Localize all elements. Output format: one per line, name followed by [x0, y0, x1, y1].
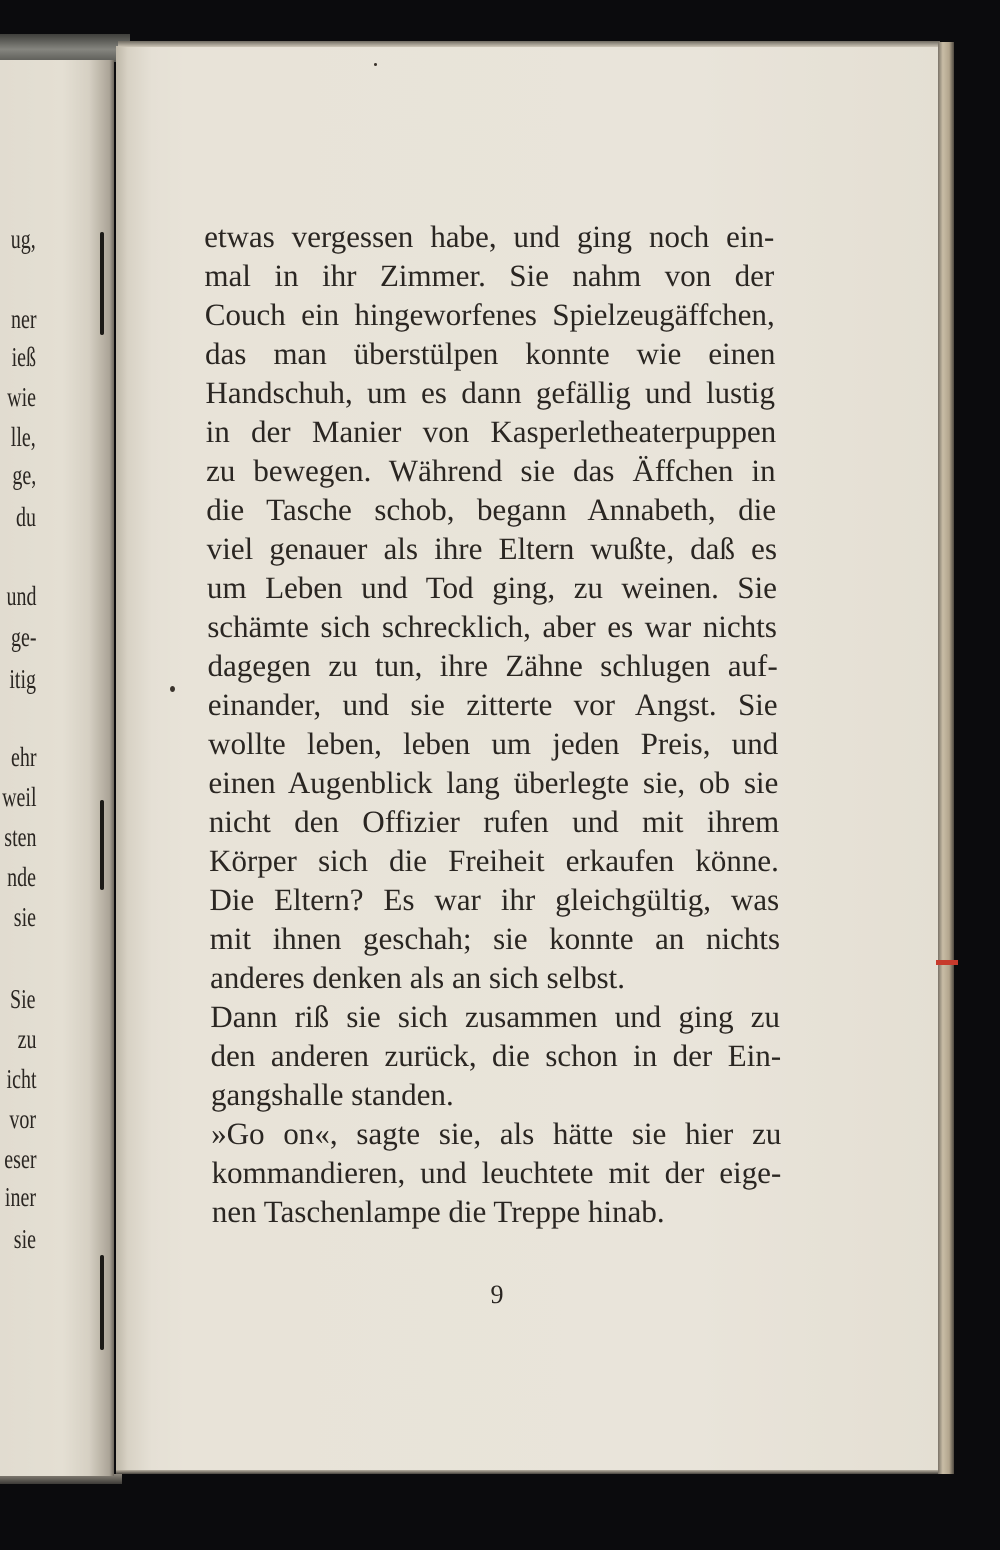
- text-line-content: einen Augenblick lang überlegte sie, ob sie: [208, 765, 779, 800]
- text-line: [206, 451, 776, 490]
- text-line: [207, 607, 777, 646]
- text-line: [212, 1192, 782, 1231]
- text-line-content: dagegen zu tun, ihre Zähne schlugen auf-: [207, 648, 778, 683]
- text-line-content: um Leben und Tod ging, zu weinen. Sie: [206, 570, 778, 605]
- paragraph: [210, 997, 781, 1114]
- text-line-content: zu bewegen. Während sie das Äffchen in: [205, 453, 776, 488]
- text-line: [205, 334, 775, 373]
- text-line: [210, 1036, 780, 1075]
- page-number: 9: [490, 1280, 504, 1309]
- text-line-content: mit ihnen geschah; sie konnte an nichts: [209, 921, 781, 956]
- page-bottom-edge: [116, 1470, 940, 1474]
- paper-speck: [374, 63, 377, 66]
- left-page-text-fragment: itig: [9, 664, 36, 694]
- text-line-content: gangshalle standen.: [210, 1077, 454, 1112]
- left-page-text-fragment: lle,: [11, 422, 36, 452]
- left-page-text-fragment: ehr: [10, 742, 36, 772]
- left-page-text-fragment: ner: [10, 304, 36, 334]
- text-line-content: Die Eltern? Es war ihr gleichgültig, was: [209, 882, 780, 917]
- text-line-content: Körper sich die Freiheit erkaufen könne.: [208, 843, 779, 878]
- text-line-content: viel genauer als ihre Eltern wußte, daß es: [206, 531, 778, 566]
- page-top-edge: [118, 41, 940, 47]
- left-page-text-fragment: weil: [1, 782, 36, 812]
- paragraph: [211, 1114, 782, 1231]
- text-line-content: den anderen zurück, die schon in der Ein-: [210, 1038, 782, 1073]
- text-line-content: die Tasche schob, begann Annabeth, die: [206, 492, 777, 527]
- text-line: [207, 568, 777, 607]
- text-line: [206, 490, 776, 529]
- text-line: [206, 412, 776, 451]
- red-edge-marker: [936, 960, 958, 965]
- left-page-text-fragment: und: [6, 581, 36, 611]
- binding-thread: [100, 232, 104, 335]
- text-line-content: mal in ihr Zimmer. Sie nahm von der: [204, 258, 775, 293]
- text-line: [209, 802, 779, 841]
- text-line-content: »Go on«, sagte sie, als hätte sie hier zu: [211, 1116, 782, 1151]
- text-line-content: kommandieren, und leuchtete mit der eige-: [211, 1155, 782, 1190]
- text-line: [211, 1075, 781, 1114]
- text-line-content: nen Taschenlampe die Treppe hinab.: [211, 1194, 665, 1229]
- left-page-text-fragment: ug,: [11, 224, 36, 254]
- book-cover-top-edge: [0, 34, 130, 62]
- text-line: [206, 529, 776, 568]
- text-line-content: Dann riß sie sich zusammen und ging zu: [210, 999, 781, 1034]
- left-page-text-fragment: ieß: [11, 342, 36, 372]
- left-page-text-fragment: vor: [9, 1104, 36, 1134]
- left-page-text-fragment: nde: [7, 862, 36, 892]
- left-page-text-fragment: eser: [3, 1144, 36, 1174]
- left-page-text-fragment: sten: [3, 822, 36, 852]
- text-line-content: etwas vergessen habe, und ging noch ein-: [204, 219, 775, 254]
- text-line: [209, 880, 779, 919]
- left-page-text-fragment: du: [16, 502, 36, 532]
- left-page-text-fragment: iner: [4, 1182, 36, 1212]
- text-line: [209, 841, 779, 880]
- left-page-text-fragment: icht: [6, 1064, 36, 1094]
- text-line: [208, 685, 778, 724]
- text-line-content: schämte sich schrecklich, aber es war nichts: [207, 609, 777, 644]
- text-line: [208, 724, 778, 763]
- text-line-content: anderes denken als an sich selbst.: [209, 960, 626, 995]
- left-page-text-fragment: Sie: [10, 984, 36, 1014]
- text-line-content: das man überstülpen konnte wie einen: [204, 336, 776, 371]
- text-line: [205, 295, 775, 334]
- text-line: [210, 958, 780, 997]
- text-line-content: wollte leben, leben um jeden Preis, und: [208, 726, 779, 761]
- text-line: [207, 646, 777, 685]
- left-page-text-fragment: zu: [17, 1024, 36, 1054]
- paragraph: [204, 217, 780, 997]
- left-page-text-fragment: ge-: [10, 622, 36, 652]
- text-line: [210, 997, 780, 1036]
- text-line-content: Handschuh, um es dann gefällig und lustig: [205, 375, 776, 410]
- paper-speck: [170, 686, 175, 692]
- text-line: [204, 256, 774, 295]
- text-line-content: Couch ein hingeworfenes Spielzeugäffchen,: [204, 297, 775, 332]
- text-line: [205, 373, 775, 412]
- text-line: [204, 217, 774, 256]
- text-line-content: in der Manier von Kasperletheaterpuppen: [205, 414, 777, 449]
- text-line: [210, 919, 780, 958]
- page-body-text: [204, 217, 782, 1231]
- left-page: [0, 60, 114, 1476]
- left-page-text-fragment: wie: [7, 382, 36, 412]
- text-line-content: einander, und sie zitterte vor Angst. Sie: [207, 687, 778, 722]
- text-line: [211, 1114, 781, 1153]
- left-page-text-fragment: ge,: [12, 460, 36, 490]
- text-line-content: nicht den Offizier rufen und mit ihrem: [208, 804, 780, 839]
- left-page-text-fragment: sie: [13, 1224, 36, 1254]
- left-page-text-fragment: sie: [13, 902, 36, 932]
- text-line: [208, 763, 778, 802]
- binding-thread: [100, 1255, 104, 1350]
- binding-thread: [100, 800, 104, 890]
- text-line: [211, 1153, 781, 1192]
- page-stack-edge: [938, 42, 954, 1474]
